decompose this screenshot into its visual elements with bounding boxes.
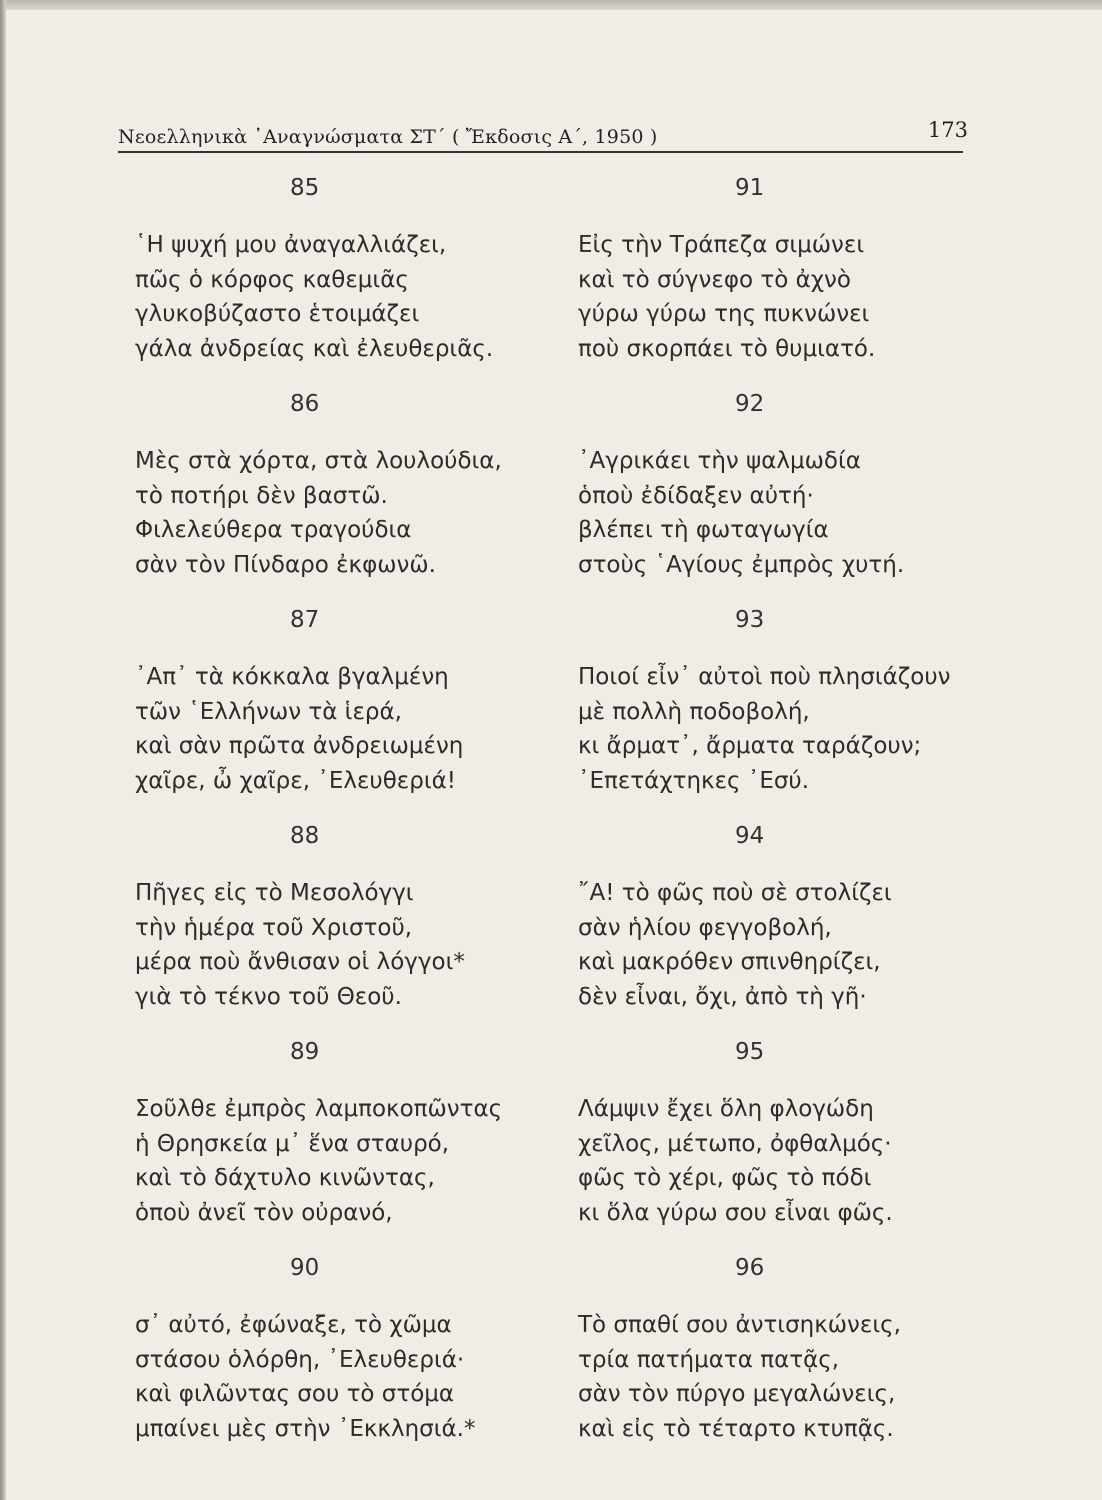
stanza-number: 87: [290, 607, 320, 633]
verse-line: χαῖρε, ὦ χαῖρε, ᾿Ελευθεριά!: [135, 767, 456, 794]
verse-line: μὲ πολλὴ ποδοβολή,: [578, 698, 810, 725]
stanza-number: 90: [290, 1255, 320, 1281]
stanza-number: 88: [290, 823, 320, 849]
verse-line: Μὲς στὰ χόρτα, στὰ λουλούδια,: [135, 448, 502, 474]
stanza-number: 92: [735, 391, 765, 417]
verse-line: Τὸ σπαθί σου ἀντισηκώνεις,: [578, 1312, 901, 1338]
right-column: [578, 168, 998, 1464]
verse-line: τὸ ποτήρι δὲν βαστῶ.: [135, 482, 388, 509]
verse-line: γάλα ἀνδρείας καὶ ἐλευθεριᾶς.: [135, 335, 494, 362]
page-top-edge: [0, 0, 1102, 10]
left-column: [135, 168, 555, 1464]
verse-line: τῶν ῾Ελλήνων τὰ ἱερά,: [135, 698, 402, 725]
stanza: [578, 384, 998, 600]
verse-line: τὴν ἡμέρα τοῦ Χριστοῦ,: [135, 914, 413, 941]
verse-line: Λάμψιν ἔχει ὅλη φλογώδη: [578, 1096, 874, 1122]
page-number: 173: [927, 118, 968, 142]
stanza-number: 86: [290, 391, 320, 417]
verse-line: δὲν εἶναι, ὄχι, ἀπὸ τὴ γῆ·: [578, 983, 867, 1010]
stanza: [135, 1248, 555, 1464]
verse-line: ὁποὺ ἐδίδαξεν αὐτή·: [578, 482, 814, 509]
verse-line: ῎Α! τὸ φῶς ποὺ σὲ στολίζει: [578, 880, 892, 906]
verse-line: ἡ Θρησκεία μ᾽ ἕνα σταυρό,: [135, 1130, 450, 1157]
stanza: [135, 168, 555, 384]
stanza: [135, 1032, 555, 1248]
stanza: [578, 816, 998, 1032]
stanza-number: 89: [290, 1039, 320, 1065]
verse-line: σ᾽ αὐτό, ἐφώναξε, τὸ χῶμα: [135, 1312, 452, 1338]
verse-line: ποὺ σκορπάει τὸ θυμιατό.: [578, 335, 876, 362]
verse-line: ᾿Αγρικάει τὴν ψαλμωδία: [578, 448, 861, 474]
verse-line: κι ἄρματ᾽, ἄρματα ταράζουν;: [578, 733, 922, 759]
verse-line: καὶ μακρόθεν σπινθηρίζει,: [578, 949, 881, 975]
verse-line: Πῆγες εἰς τὸ Μεσολόγγι: [135, 880, 414, 906]
verse-line: γλυκοβύζαστο ἑτοιμάζει: [135, 301, 420, 327]
stanza-number: 96: [735, 1255, 765, 1281]
verse-line: σὰν ἡλίου φεγγοβολή,: [578, 914, 832, 941]
verse-line: σὰν τὸν πύργο μεγαλώνεις,: [578, 1381, 896, 1407]
stanza-number: 93: [735, 607, 765, 633]
verse-line: ὁποὺ ἀνεῖ τὸν οὐρανό,: [135, 1199, 393, 1226]
stanza-number: 85: [290, 175, 320, 201]
verse-line: σὰν τὸν Πίνδαρο ἐκφωνῶ.: [135, 551, 436, 578]
verse-line: πῶς ὁ κόρφος καθεμιᾶς: [135, 266, 409, 293]
verse-line: μπαίνει μὲς στὴν ᾿Εκκλησιά.*: [135, 1415, 476, 1442]
stanza: [135, 600, 555, 816]
running-title: Νεοελληνικὰ ᾿Αναγνώσματα ΣΤ΄ ( Ἔκδοσις Α΄, 1950 ): [118, 126, 658, 148]
verse-line: γιὰ τὸ τέκνο τοῦ Θεοῦ.: [135, 983, 402, 1010]
stanza-number: 95: [735, 1039, 765, 1065]
verse-line: καὶ φιλῶντας σου τὸ στόμα: [135, 1381, 455, 1407]
stanza: [578, 1032, 998, 1248]
verse-line: χεῖλος, μέτωπο, ὀφθαλμός·: [578, 1130, 892, 1157]
verse-line: γύρω γύρω της πυκνώνει: [578, 301, 870, 327]
verse-line: ᾿Απ᾽ τὰ κόκκαλα βγαλμένη: [135, 664, 449, 690]
page-left-edge: [0, 0, 6, 1500]
verse-line: Εἰς τὴν Τράπεζα σιμώνει: [578, 232, 865, 258]
stanza: [578, 600, 998, 816]
verse-line: ῾Η ψυχή μου ἀναγαλλιάζει,: [135, 232, 447, 258]
verse-line: τρία πατήματα πατᾷς,: [578, 1346, 840, 1373]
verse-line: Ποιοί εἶν᾽ αὐτοὶ ποὺ πλησιάζουν: [578, 664, 951, 690]
stanza: [135, 816, 555, 1032]
stanza-number: 94: [735, 823, 765, 849]
header-rule: [118, 151, 963, 153]
page-header: [118, 118, 968, 152]
verse-line: στάσου ὁλόρθη, ᾿Ελευθεριά·: [135, 1346, 465, 1373]
verse-line: Φιλελεύθερα τραγούδια: [135, 517, 412, 543]
verse-line: καὶ εἰς τὸ τέταρτο κτυπᾷς.: [578, 1415, 894, 1442]
verse-line: καὶ τὸ σύγνεφο τὸ ἀχνὸ: [578, 266, 851, 293]
verse-line: ᾿Επετάχτηκες ᾿Εσύ.: [578, 767, 810, 794]
stanza-number: 91: [735, 175, 765, 201]
verse-line: φῶς τὸ χέρι, φῶς τὸ πόδι: [578, 1165, 872, 1191]
verse-line: καὶ τὸ δάχτυλο κινῶντας,: [135, 1165, 435, 1191]
verse-line: κι ὅλα γύρω σου εἶναι φῶς.: [578, 1199, 893, 1226]
verse-line: βλέπει τὴ φωταγωγία: [578, 517, 829, 543]
stanza: [135, 384, 555, 600]
stanza: [578, 168, 998, 384]
verse-line: μέρα ποὺ ἄνθισαν οἱ λόγγοι*: [135, 949, 465, 975]
verse-line: στοὺς ῾Αγίους ἐμπρὸς χυτή.: [578, 551, 905, 578]
verse-line: καὶ σὰν πρῶτα ἀνδρειωμένη: [135, 733, 464, 759]
stanza: [578, 1248, 998, 1464]
verse-line: Σοῦλθε ἐμπρὸς λαμποκοπῶντας: [135, 1096, 503, 1122]
